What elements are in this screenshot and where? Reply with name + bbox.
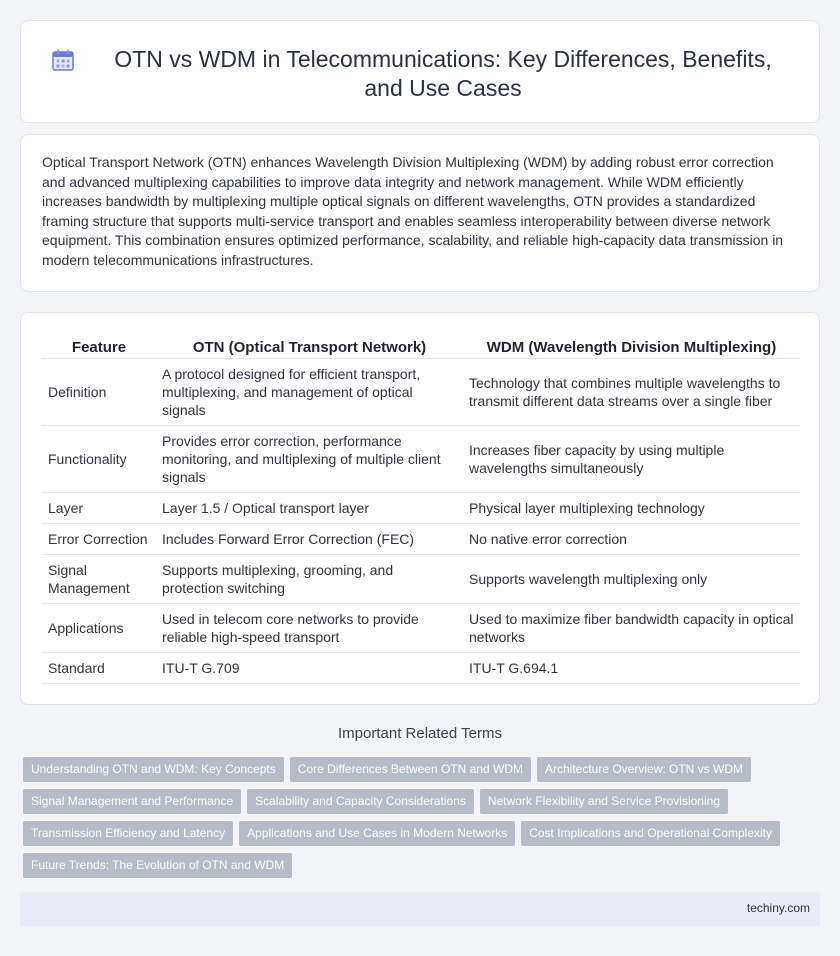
related-term-tag[interactable]: Network Flexibility and Service Provisioning <box>480 789 728 814</box>
related-term-tag[interactable]: Scalability and Capacity Considerations <box>247 789 474 814</box>
otn-cell: Used in telecom core networks to provide reliable high-speed transport <box>156 604 463 653</box>
header-otn: OTN (Optical Transport Network) <box>156 333 463 359</box>
otn-cell: Provides error correction, performance monitoring, and multiplexing of multiple client signals <box>156 426 463 493</box>
related-term-tag[interactable]: Applications and Use Cases in Modern Networks <box>239 821 515 846</box>
wdm-cell: Increases fiber capacity by using multiple wavelengths simultaneously <box>463 426 800 493</box>
related-term-tag[interactable]: Signal Management and Performance <box>23 789 241 814</box>
otn-cell: Includes Forward Error Correction (FEC) <box>156 524 463 555</box>
footer-site-link[interactable]: techiny.com <box>746 901 810 915</box>
header-wdm: WDM (Wavelength Division Multiplexing) <box>463 333 800 359</box>
feature-cell: Applications <box>42 604 156 653</box>
table-row <box>42 653 800 684</box>
footer <box>20 892 820 926</box>
wdm-cell: Supports wavelength multiplexing only <box>463 555 800 604</box>
related-terms-list <box>23 757 813 885</box>
related-term-tag[interactable]: Cost Implications and Operational Complexity <box>521 821 780 846</box>
wdm-cell: Physical layer multiplexing technology <box>463 493 800 524</box>
related-term-tag[interactable]: Understanding OTN and WDM: Key Concepts <box>23 757 284 782</box>
otn-cell: Supports multiplexing, grooming, and protection switching <box>156 555 463 604</box>
table-row <box>42 359 800 426</box>
comparison-table <box>42 333 800 684</box>
feature-cell: Definition <box>42 359 156 426</box>
table-row <box>42 426 800 493</box>
feature-cell: Standard <box>42 653 156 684</box>
feature-cell: Functionality <box>42 426 156 493</box>
related-term-tag[interactable]: Future Trends: The Evolution of OTN and WDM <box>23 853 292 878</box>
wdm-cell: Technology that combines multiple wavelengths to transmit different data streams over a single fiber <box>463 359 800 426</box>
table-row <box>42 524 800 555</box>
related-term-tag[interactable]: Core Differences Between OTN and WDM <box>290 757 531 782</box>
otn-cell: A protocol designed for efficient transport, multiplexing, and management of optical signals <box>156 359 463 426</box>
table-row <box>42 604 800 653</box>
related-term-tag[interactable]: Architecture Overview: OTN vs WDM <box>537 757 751 782</box>
otn-cell: Layer 1.5 / Optical transport layer <box>156 493 463 524</box>
intro-paragraph: Optical Transport Network (OTN) enhances Wavelength Division Multiplexing (WDM) by adding robust error correction and advanced multiplexing capabilities to improve data integrity and network management. While WDM efficiently increases bandwidth by multiplexing multiple optical signals on different wavelengths, OTN provides a standardized framing structure that supports multi-service transport and enables seamless interoperability between diverse network equipment. This combination ensures optimized performance, scalability, and reliable high-capacity data transmission in modern telecommunications infrastructures. <box>42 154 784 268</box>
feature-cell: Error Correction <box>42 524 156 555</box>
wdm-cell: Used to maximize fiber bandwidth capacity in optical networks <box>463 604 800 653</box>
related-term-tag[interactable]: Transmission Efficiency and Latency <box>23 821 233 846</box>
feature-cell: Signal Management <box>42 555 156 604</box>
intro-card <box>20 134 820 292</box>
table-row <box>42 555 800 604</box>
table-header-row <box>42 333 800 359</box>
feature-cell: Layer <box>42 493 156 524</box>
comparison-table-card <box>20 312 820 705</box>
header-feature: Feature <box>42 333 156 359</box>
wdm-cell: No native error correction <box>463 524 800 555</box>
otn-cell: ITU-T G.709 <box>156 653 463 684</box>
calendar-icon <box>51 48 75 72</box>
related-terms-heading: Important Related Terms <box>338 725 502 742</box>
header-card <box>20 20 820 123</box>
wdm-cell: ITU-T G.694.1 <box>463 653 800 684</box>
page-title: OTN vs WDM in Telecommunications: Key Differences, Benefits, and Use Cases <box>114 46 772 101</box>
table-row <box>42 493 800 524</box>
